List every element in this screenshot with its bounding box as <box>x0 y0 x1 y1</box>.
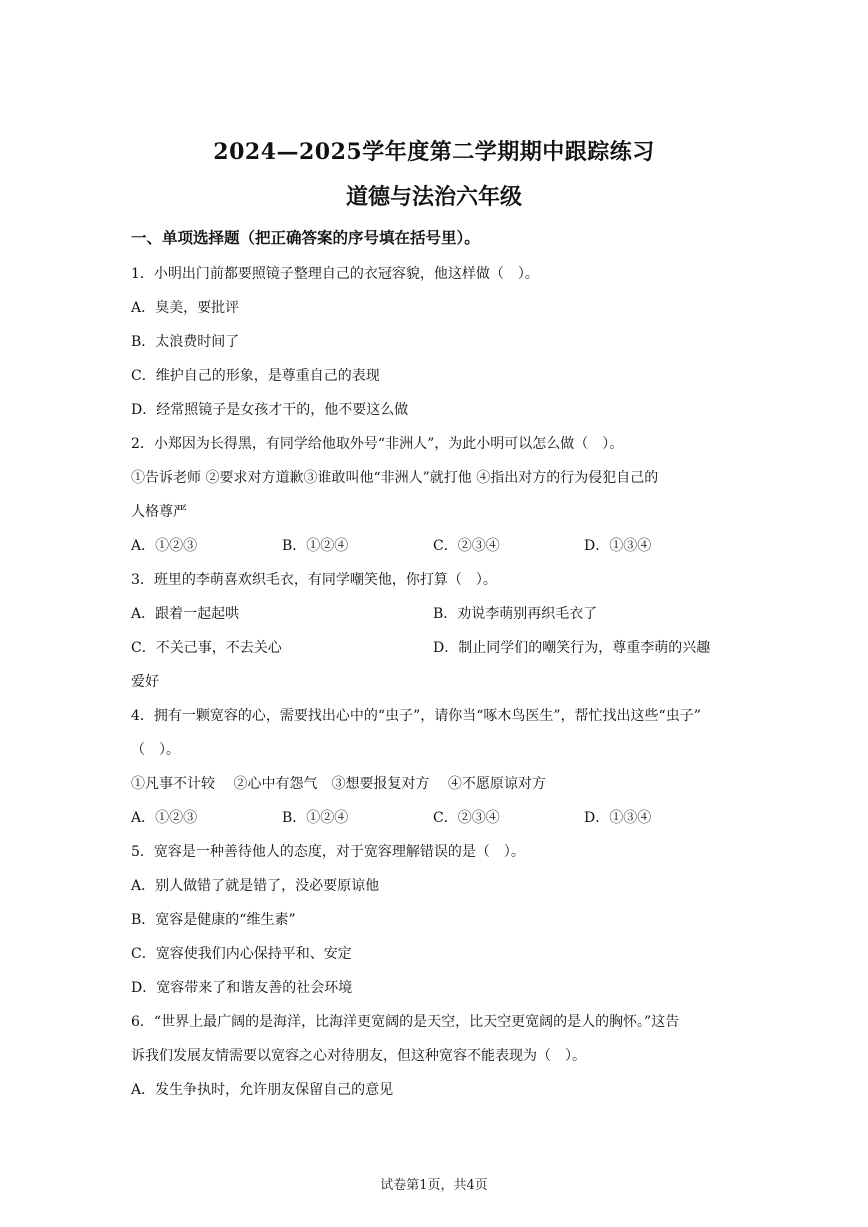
option-a: A．发生争执时，允许朋友保留自己的意见 <box>131 1082 394 1098</box>
option-d: D．宽容带来了和谐友善的社会环境 <box>131 980 353 996</box>
option-b: B．劝说李萌别再织毛衣了 <box>433 606 598 622</box>
question-stem: 3．班里的李萌喜欢织毛衣，有同学嘲笑他，你打算（ ）。 <box>131 572 497 588</box>
options-row-1 <box>131 597 771 631</box>
option-b: B．太浪费时间了 <box>131 334 240 350</box>
option-a: A．跟着一起起哄 <box>131 606 240 622</box>
options-row-2 <box>131 631 771 665</box>
option-b: B．①②④ <box>282 810 349 826</box>
question-stem: 1．小明出门前都要照镜子整理自己的衣冠容貌，他这样做（ ）。 <box>131 266 539 282</box>
question-stem: 6．“世界上最广阔的是海洋，比海洋更宽阔的是天空，比天空更宽阔的是人的胸怀。”这告 <box>131 1014 680 1030</box>
question-items-cont: 人格尊严 <box>131 504 187 520</box>
question-items: ①告诉老师 ②要求对方道歉③谁敢叫他“非洲人”就打他 ④指出对方的行为侵犯自己的 <box>131 470 659 486</box>
option-a: A．①②③ <box>131 538 198 554</box>
page-footer: 试卷第1页，共4页 <box>380 1178 488 1193</box>
section-heading: 一、单项选择题（把正确答案的序号填在括号里）。 <box>131 228 480 247</box>
question-items: ①凡事不计较 ②心中有怨气 ③想要报复对方 ④不愿原谅对方 <box>131 776 546 792</box>
question-stem: 2．小郑因为长得黑，有同学给他取外号“非洲人”，为此小明可以怎么做（ ）。 <box>131 436 624 452</box>
option-d: D．制止同学们的嘲笑行为，尊重李萌的兴趣 <box>433 640 711 656</box>
exam-subtitle: 道德与法治六年级 <box>345 184 522 210</box>
option-a: A．①②③ <box>131 810 198 826</box>
option-b: B．宽容是健康的“维生素” <box>131 912 296 928</box>
question-6 <box>131 1005 771 1107</box>
question-5 <box>131 835 771 1005</box>
option-d: D．经常照镜子是女孩才干的，他不要这么做 <box>131 402 409 418</box>
option-b: B．①②④ <box>282 538 349 554</box>
exam-content <box>131 224 771 1107</box>
option-c: C．宽容使我们内心保持平和、安定 <box>131 946 352 962</box>
option-a: A．别人做错了就是错了，没必要原谅他 <box>131 878 380 894</box>
option-d-cont: 爱好 <box>131 674 159 690</box>
option-c: C．②③④ <box>433 810 500 826</box>
question-stem: 4．拥有一颗宽容的心，需要找出心中的“虫子”，请你当“啄木鸟医生”，帮忙找出这些“虫子” <box>131 708 701 724</box>
option-c: C．维护自己的形象，是尊重自己的表现 <box>131 368 380 384</box>
option-a: A．臭美，要批评 <box>131 300 240 316</box>
question-2 <box>131 427 771 563</box>
exam-title: 2024—2025学年度第二学期期中跟踪练习 <box>213 139 655 165</box>
question-3 <box>131 563 771 699</box>
option-d: D．①③④ <box>584 538 652 554</box>
options-row <box>131 801 771 835</box>
question-stem: 5．宽容是一种善待他人的态度，对于宽容理解错误的是（ ）。 <box>131 844 525 860</box>
question-stem-cont: （ ）。 <box>131 742 180 758</box>
option-c: C．②③④ <box>433 538 500 554</box>
option-d: D．①③④ <box>584 810 652 826</box>
question-4 <box>131 699 771 835</box>
options-row <box>131 529 771 563</box>
question-stem-cont: 诉我们发展友情需要以宽容之心对待朋友，但这种宽容不能表现为（ ）。 <box>131 1048 586 1064</box>
option-c: C．不关己事，不去关心 <box>131 640 282 656</box>
question-1 <box>131 257 771 427</box>
